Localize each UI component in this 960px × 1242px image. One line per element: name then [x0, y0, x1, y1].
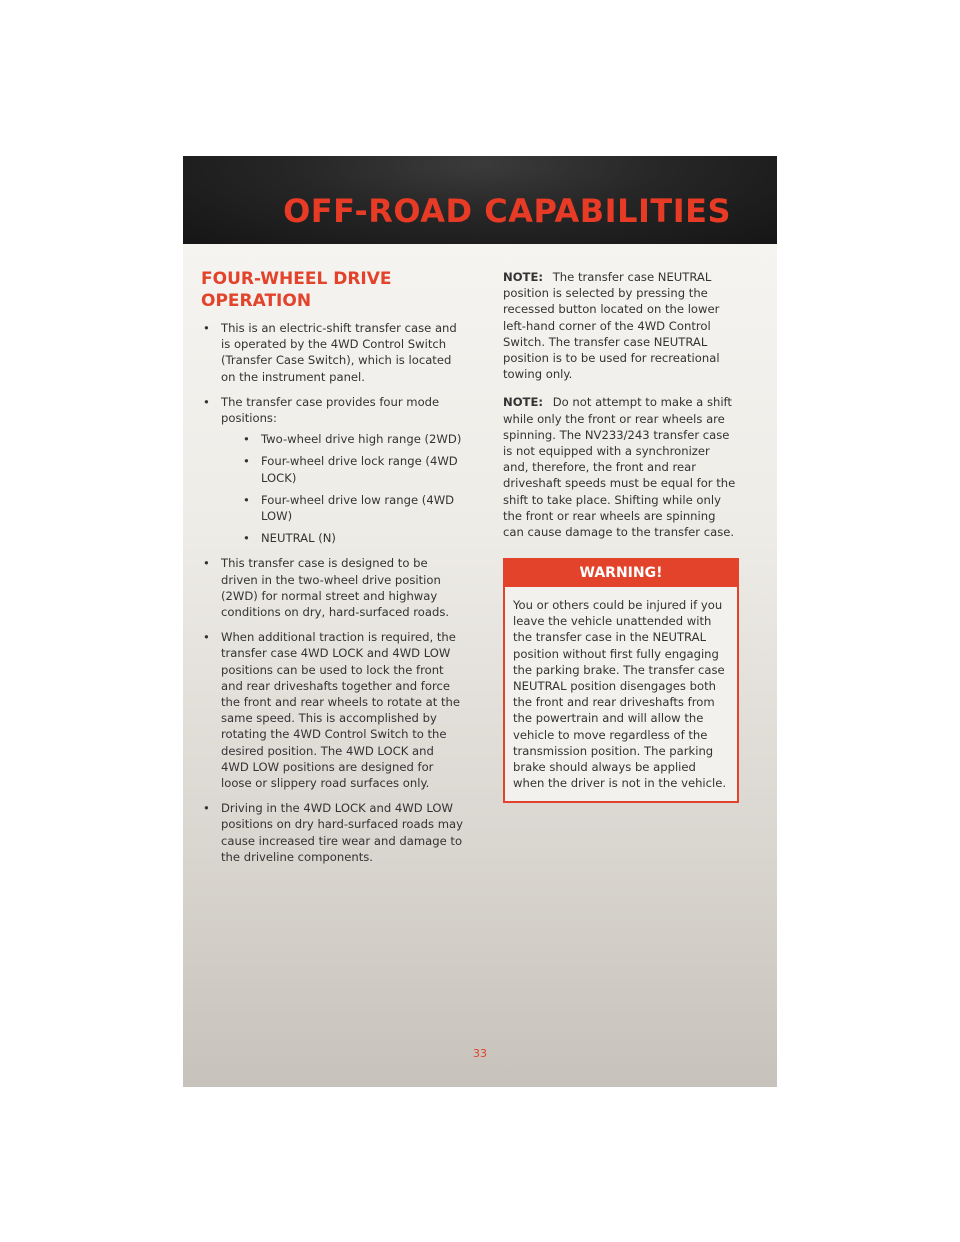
right-column — [503, 269, 737, 552]
bullet-text: When additional traction is required, the transfer case 4WD LOCK and 4WD LOW positions can be used to lock the front and rear driveshafts together and force the front and rear wheels to rotate at the same speed. This is accomplished by rotating the 4WD Control Switch to the desired position. The 4WD LOCK and 4WD LOW positions are designed for loose or slippery road surfaces only. — [221, 630, 461, 791]
bullet-text: This transfer case is designed to be driven in the two-wheel drive position (2WD) for normal street and highway conditions on dry, hard-surfaced roads. — [221, 556, 450, 620]
bullet-icon: • — [243, 432, 250, 447]
sub-bullet-text: Four-wheel drive low range (4WD LOW) — [261, 492, 455, 524]
note-paragraph — [503, 269, 737, 382]
left-column — [201, 268, 463, 874]
page-header — [183, 156, 777, 244]
warning-title: WARNING! — [505, 560, 737, 587]
sub-bullet-text: Four-wheel drive lock range (4WD LOCK) — [261, 454, 458, 485]
sub-bullet-item — [233, 530, 463, 546]
note-text: The transfer case NEUTRAL position is selected by pressing the recessed button located on the lower left-hand corner of the 4WD Control Switch. The transfer case NEUTRAL position is to be used for recreational towing only. — [503, 270, 720, 382]
sub-bullet-text: NEUTRAL (N) — [261, 531, 336, 546]
bullet-text: This is an electric-shift transfer case and is operated by the 4WD Control Switch (Transfer Case Switch), which is located on the instrument panel. — [221, 321, 457, 384]
warning-text: You or others could be injured if you leave the vehicle unattended with the transfer case in the NEUTRAL position without first fully engaging the parking brake. The transfer case NEUTRAL position disengages both the front and rear driveshafts from the powertrain and will allow the vehicle to move regardless of the transmission position. The parking brake should always be applied when the driver is not in the vehicle. — [513, 598, 727, 791]
bullet-item — [201, 800, 463, 865]
sub-bullet-item — [233, 453, 463, 485]
note-paragraph — [503, 394, 737, 540]
warning-box — [503, 558, 739, 803]
note-label: NOTE: — [503, 395, 544, 410]
page-number: 33 — [473, 1047, 487, 1060]
section-title-line1: FOUR-WHEEL DRIVE — [201, 269, 392, 289]
note-label: NOTE: — [503, 270, 544, 284]
bullet-item — [201, 320, 463, 385]
note-text: Do not attempt to make a shift while only the front or rear wheels are spinning. The NV233/243 transfer case is not equipped with a synchronizer and, therefore, the front and rear driveshaft speeds must be equal for the shift to take place. Shifting while only the front or rear wheels are spinning can cause damage to the transfer case. — [503, 395, 736, 540]
section-title-line2: OPERATION — [201, 291, 312, 311]
bullet-item — [201, 629, 463, 791]
bullet-icon: • — [243, 531, 250, 546]
bullet-text: The transfer case provides four mode positions: — [221, 394, 440, 426]
bullet-icon: • — [203, 556, 210, 571]
bullet-icon: • — [203, 630, 210, 645]
section-title — [201, 268, 463, 312]
sub-bullet-text: Two-wheel drive high range (2WD) — [261, 432, 462, 447]
bullet-icon: • — [203, 394, 210, 409]
bullet-text: Driving in the 4WD LOCK and 4WD LOW positions on dry hard-surfaced roads may cause increased tire wear and damage to the driveline components. — [221, 801, 463, 864]
manual-page — [183, 156, 777, 1087]
bullet-item — [201, 394, 463, 547]
header-title: OFF-ROAD CAPABILITIES — [283, 192, 731, 230]
bullet-icon: • — [203, 321, 210, 335]
bullet-icon: • — [243, 492, 250, 507]
bullet-icon: • — [203, 801, 210, 816]
bullet-item — [201, 555, 463, 620]
sub-bullet-item — [233, 431, 463, 447]
bullet-icon: • — [243, 454, 250, 469]
sub-bullet-item — [233, 492, 463, 524]
